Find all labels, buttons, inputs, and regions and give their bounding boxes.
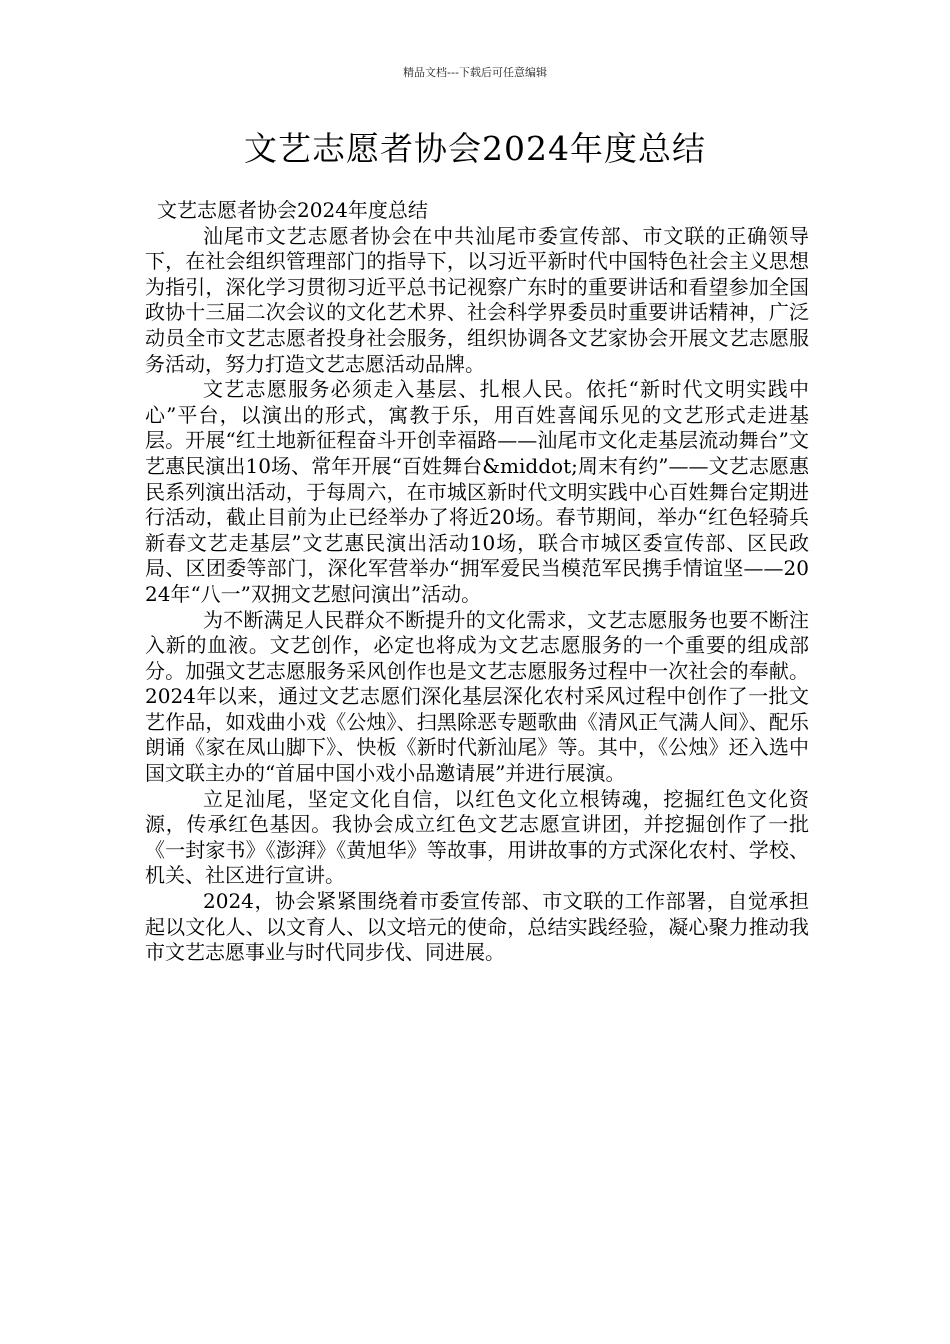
document-body [145,198,809,966]
document-title: 文艺志愿者协会2024年度总结 [244,129,706,168]
paragraph-intro: 汕尾市文艺志愿者协会在中共汕尾市委宣传部、市文联的正确领导下，在社会组织管理部门的指导下，以习近平新时代中国特色社会主义思想为指引，深化学习贯彻习近平总书记视察广东时的重要讲话和看望参加全国政协十三届二次会议的文化艺术界、社会科学界委员时重要讲话精神，广泛动员全市文艺志愿者投身社会服务，组织协调各文艺家协会开展文艺志愿服务活动，努力打造文艺志愿活动品牌。 [145,223,809,376]
header-note: 精品文档---下载后可任意编辑 [403,66,547,79]
paragraph-red-culture: 立足汕尾，坚定文化自信，以红色文化立根铸魂，挖掘红色文化资源，传承红色基因。我协会成立红色文艺志愿宣讲团，并挖掘创作了一批《一封家书》《澎湃》《黄旭华》等故事，用讲故事的方式深化农村、学校、机关、社区进行宣讲。 [145,786,809,888]
paragraph-conclusion: 2024，协会紧紧围绕着市委宣传部、市文联的工作部署，自觉承担起以文化人、以文育人、以文培元的使命，总结实践经验，凝心聚力推动我市文艺志愿事业与时代同步伐、同进展。 [145,889,809,965]
paragraph-creation: 为不断满足人民群众不断提升的文化需求，文艺志愿服务也要不断注入新的血液。文艺创作，必定也将成为文艺志愿服务的一个重要的组成部分。加强文艺志愿服务采风创作也是文艺志愿服务过程中一次社会的奉献。2024年以来，通过文艺志愿们深化基层深化农村采风过程中创作了一批文艺作品，如戏曲小戏《公烛》、扫黑除恶专题歌曲《清风正气满人间》、配乐朗诵《家在凤山脚下》、快板《新时代新汕尾》等。其中，《公烛》还入选中国文联主办的“首届中国小戏小品邀请展”并进行展演。 [145,607,809,786]
paragraph-grassroots-service: 文艺志愿服务必须走入基层、扎根人民。依托“新时代文明实践中心”平台，以演出的形式，寓教于乐，用百姓喜闻乐见的文艺形式走进基层。开展“红土地新征程奋斗开创幸福路——汕尾市文化走基层流动舞台”文艺惠民演出10场、常年开展“百姓舞台&middot;周末有约”——文艺志愿惠民系列演出活动，于每周六，在市城区新时代文明实践中心百姓舞台定期进行活动，截止目前为止已经举办了将近20场。春节期间，举办“红色轻骑兵新春文艺走基层”文艺惠民演出活动10场，联合市城区委宣传部、区民政局、区团委等部门，深化军营举办“拥军爱民当模范军民携手情谊坚——2024年“八一”双拥文艺慰问演出”活动。 [145,377,809,606]
document-subtitle: 文艺志愿者协会2024年度总结 [157,198,428,222]
